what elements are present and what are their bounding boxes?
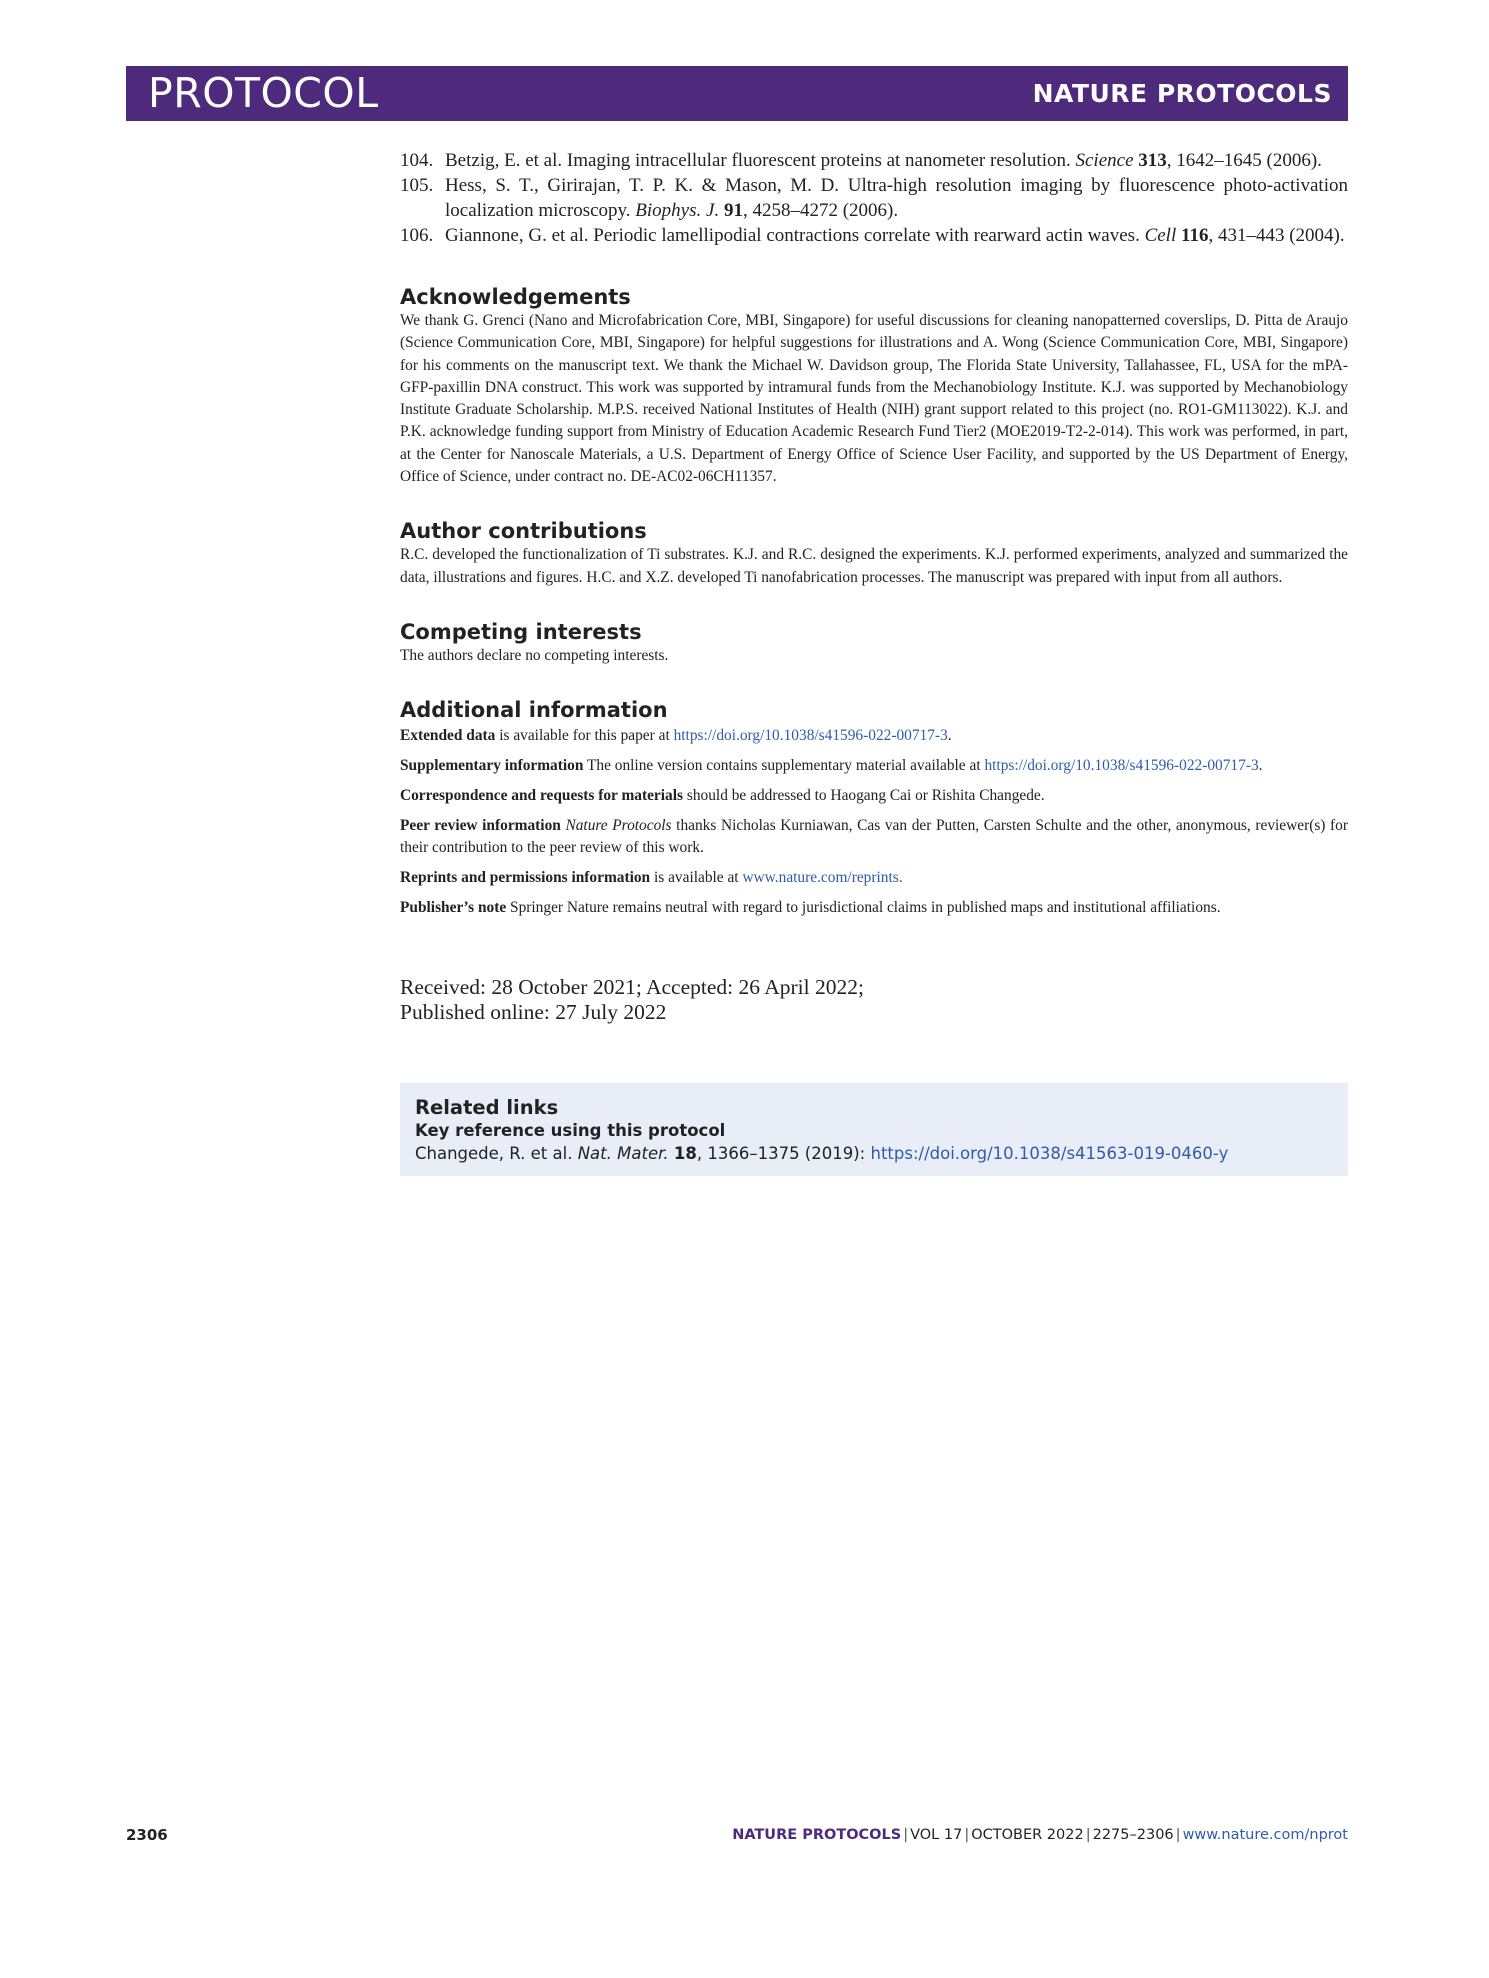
acknowledgements-section xyxy=(400,284,1348,488)
header-bar xyxy=(126,66,1348,121)
section-label: PROTOCOL xyxy=(148,69,379,117)
extended-data-link[interactable]: https://doi.org/10.1038/s41596-022-00717-3 xyxy=(673,727,948,745)
related-ref-volume: 18 xyxy=(673,1143,697,1163)
footer-separator: | xyxy=(964,1827,970,1843)
extended-data-text: is available for this paper at xyxy=(495,727,674,745)
received-accepted-date: Received: 28 October 2021; Accepted: 26 April 2022; xyxy=(400,974,864,999)
footer-separator: | xyxy=(903,1827,909,1843)
related-ref-authors: Changede, R. et al. xyxy=(415,1143,578,1163)
reference-item xyxy=(400,148,1348,173)
supplementary-info-label: Supplementary information xyxy=(400,757,584,775)
reference-journal: Science xyxy=(1075,150,1134,171)
reference-pages: , 431–443 (2004). xyxy=(1208,225,1345,246)
correspondence-text: should be addressed to Haogang Cai or Rishita Changede. xyxy=(683,786,1045,804)
additional-information-title: Additional information xyxy=(400,698,668,723)
related-ref-journal: Nat. Mater. xyxy=(577,1143,669,1163)
author-contributions-body: R.C. developed the functionalization of Ti substrates. K.J. and R.C. designed the experiments. K.J. performed experiments, analyzed and summarized the data, illustrations and figures. H.C. and X.Z. developed Ti nanofabrication processes. The manuscript was prepared with input from all authors. xyxy=(400,546,1348,586)
peer-review-journal: Nature Protocols xyxy=(565,816,672,834)
reprints-text: is available at xyxy=(650,868,743,886)
supplementary-info-link[interactable]: https://doi.org/10.1038/s41596-022-00717-3 xyxy=(984,757,1259,775)
footer-separator: | xyxy=(1175,1827,1181,1843)
competing-interests-section xyxy=(400,619,1348,667)
supplementary-info-text: The online version contains supplementary material available at xyxy=(583,757,985,775)
reference-text: Betzig, E. et al. Imaging intracellular fluorescent proteins at nanometer resolution. xyxy=(445,150,1076,171)
reference-item xyxy=(400,223,1348,248)
reference-volume: 91 xyxy=(723,200,743,221)
footer-separator: | xyxy=(1085,1827,1091,1843)
supplementary-info-line: Supplementary information The online version contains supplementary material available at https://doi.org/10.1038/s41596-022-00717-3. xyxy=(400,757,1263,775)
related-links-box xyxy=(400,1083,1348,1176)
additional-information-section xyxy=(400,697,1348,919)
footer-url-link[interactable]: www.nature.com/nprot xyxy=(1182,1827,1348,1843)
main-content xyxy=(400,148,1348,1176)
correspondence-line xyxy=(400,785,1348,807)
reference-journal: Biophys. J. xyxy=(635,200,720,221)
peer-review-line xyxy=(400,815,1348,860)
publisher-note-label: Publisher’s note xyxy=(400,898,507,916)
reference-pages: , 4258–4272 (2006). xyxy=(742,200,899,221)
reprints-label: Reprints and permissions information xyxy=(400,868,651,886)
footer-journal: NATURE PROTOCOLS xyxy=(732,1827,902,1843)
reprints-line xyxy=(400,867,1348,889)
page-number: 2306 xyxy=(126,1826,168,1844)
author-contributions-title: Author contributions xyxy=(400,519,647,544)
reference-pages: , 1642–1645 (2006). xyxy=(1166,150,1322,171)
reprints-link[interactable]: www.nature.com/reprints. xyxy=(742,868,903,886)
competing-interests-title: Competing interests xyxy=(400,619,642,644)
publication-dates xyxy=(400,975,1348,1025)
author-contributions-section xyxy=(400,518,1348,589)
reference-number: 105. xyxy=(400,175,434,196)
related-links-reference xyxy=(415,1142,1333,1166)
peer-review-label: Peer review information xyxy=(400,816,561,834)
reference-volume: 313 xyxy=(1138,150,1167,171)
related-ref-pages: , 1366–1375 (2019): xyxy=(696,1143,871,1163)
related-links-subtitle: Key reference using this protocol xyxy=(415,1120,726,1140)
acknowledgements-body: We thank G. Grenci (Nano and Microfabrication Core, MBI, Singapore) for useful discussions for cleaning nanopatterned coverslips, D. Pitta de Araujo (Science Communication Core, MBI, Singapore) for helpful suggestions for illustrations and A. Wong (Science Communication Core, MBI, Singapore) for his comments on the manuscript text. We thank the Michael W. Davidson group, The Florida State University, Tallahassee, FL, USA for the mPA-GFP-paxillin DNA construct. This work was supported by intramural funds from the Mechanobiology Institute. K.J. was supported by Mechanobiology Institute Graduate Scholarship. M.P.S. received National Institutes of Health (NIH) grant support related to this project (no. RO1-GM113022). K.J. and P.K. acknowledge funding support from Ministry of Education Academic Research Fund Tier2 (MOE2019-T2-2-014). This work was performed, in part, at the Center for Nanoscale Materials, a U.S. Department of Energy Office of Science User Facility, and supported by the US Department of Energy, Office of Science, under contract no. DE-AC02-06CH11357. xyxy=(400,312,1348,486)
reference-number: 104. xyxy=(400,150,434,171)
competing-interests-body: The authors declare no competing interests. xyxy=(400,646,669,664)
reference-journal: Cell xyxy=(1144,225,1177,246)
reference-number: 106. xyxy=(400,225,434,246)
reference-text: Giannone, G. et al. Periodic lamellipodial contractions correlate with rearward actin waves. xyxy=(445,225,1145,246)
reference-volume: 116 xyxy=(1181,225,1209,246)
footer-pages: 2275–2306 xyxy=(1092,1827,1174,1843)
reference-item xyxy=(400,173,1348,223)
journal-name: NATURE PROTOCOLS xyxy=(1032,79,1332,108)
related-links-title: Related links xyxy=(415,1095,559,1119)
extended-data-label: Extended data xyxy=(400,727,496,745)
reference-list xyxy=(400,148,1348,248)
footer-volume: VOL 17 xyxy=(910,1827,963,1843)
reference-text: Hess, S. T., Girirajan, T. P. K. & Mason, M. D. Ultra-high resolution imaging by fluorescence photo-activation localization microscopy. xyxy=(445,175,1348,221)
footer-date: OCTOBER 2022 xyxy=(971,1827,1084,1843)
acknowledgements-title: Acknowledgements xyxy=(400,285,631,309)
publisher-note-text: Springer Nature remains neutral with regard to jurisdictional claims in published maps and institutional affiliations. xyxy=(506,898,1221,916)
peer-review-text: thanks Nicholas Kurniawan, Cas van der Putten, Carsten Schulte and the other, anonymous, reviewer(s) for their contribution to the peer review of this work. xyxy=(400,816,1348,856)
extended-data-line: Extended data is available for this paper at https://doi.org/10.1038/s41596-022-00717-3. xyxy=(400,727,952,745)
footer-citation xyxy=(732,1827,1348,1843)
publisher-note-line xyxy=(400,897,1348,919)
related-ref-link[interactable]: https://doi.org/10.1038/s41563-019-0460-y xyxy=(870,1143,1229,1163)
correspondence-label: Correspondence and requests for materials xyxy=(400,786,683,804)
published-online-date: Published online: 27 July 2022 xyxy=(400,999,667,1024)
